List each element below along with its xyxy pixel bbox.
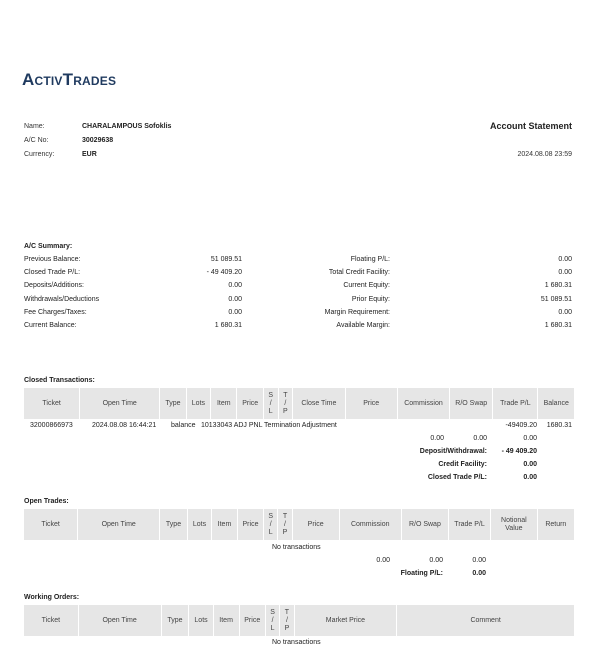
column-header: Price xyxy=(239,605,265,636)
column-header: Market Price xyxy=(294,605,397,636)
column-header: Open Time xyxy=(78,605,161,636)
closed-total-swap: 0.00 xyxy=(473,435,487,442)
credit-facility-value: 0.00 xyxy=(523,461,537,468)
closed-description: 10133043 ADJ PNL Termination Adjustment xyxy=(201,422,337,429)
summary-right-label: Total Credit Facility: xyxy=(328,269,390,276)
floating-pl-value: 0.00 xyxy=(472,570,486,577)
column-header: Trade P/L xyxy=(449,509,491,540)
closed-trade-pl: -49409.20 xyxy=(505,422,537,429)
open-total-trade-pl: 0.00 xyxy=(472,557,486,564)
column-header: Lots xyxy=(186,388,210,419)
deposit-value: - 49 409.20 xyxy=(501,448,537,455)
closed-balance: 1680.31 xyxy=(546,422,572,429)
closed-total-commission: 0.00 xyxy=(430,435,444,442)
open-trades-title: Open Trades: xyxy=(24,498,69,505)
open-empty: No transactions xyxy=(272,544,321,551)
credit-facility-label: Credit Facility: xyxy=(438,461,487,468)
summary-left-value: - 49 409.20 xyxy=(206,269,242,276)
closed-total-trade-pl: 0.00 xyxy=(523,435,537,442)
statement-date: 2024.08.08 23:59 xyxy=(517,151,572,158)
column-header: Type xyxy=(160,509,188,540)
summary-right-value: 51 089.51 xyxy=(540,296,572,303)
summary-right-value: 1 680.31 xyxy=(544,282,572,289)
column-header: Open Time xyxy=(80,388,160,419)
column-header: Balance xyxy=(538,388,574,419)
closed-transactions-header xyxy=(24,388,574,419)
logo-text: ActivTrades xyxy=(22,70,117,89)
summary-right-label: Prior Equity: xyxy=(351,296,390,303)
currency-label: Currency: xyxy=(24,151,55,158)
column-header: S / L xyxy=(264,509,278,540)
closed-open-time: 2024.08.08 16:44:21 xyxy=(92,422,157,429)
closed-type: balance xyxy=(171,422,196,429)
column-header: Price xyxy=(237,388,264,419)
column-header: Price xyxy=(237,509,263,540)
summary-left-value: 1 680.31 xyxy=(214,322,242,329)
column-header: Commission xyxy=(339,509,401,540)
column-header: S / L xyxy=(263,388,278,419)
column-header: Item xyxy=(212,509,238,540)
summary-left-value: 0.00 xyxy=(228,309,242,316)
activtrades-logo xyxy=(22,70,116,90)
summary-left-label: Withdrawals/Deductions xyxy=(24,296,100,303)
name-label: Name: xyxy=(24,123,45,130)
column-header: S / L xyxy=(265,605,279,636)
summary-right-label: Current Equity: xyxy=(343,282,390,289)
floating-pl-label: Floating P/L: xyxy=(400,570,443,577)
column-header: Ticket xyxy=(24,388,80,419)
column-header: Type xyxy=(161,605,189,636)
column-header: Trade P/L xyxy=(493,388,538,419)
open-trades-header xyxy=(24,509,574,540)
summary-title: A/C Summary: xyxy=(24,243,73,250)
column-header: Lots xyxy=(189,605,213,636)
column-header: T / P xyxy=(278,509,292,540)
summary-right-value: 1 680.31 xyxy=(544,322,572,329)
summary-left-label: Fee Charges/Taxes: xyxy=(24,309,87,316)
column-header: Item xyxy=(211,388,237,419)
column-header: R/O Swap xyxy=(401,509,448,540)
column-header: Ticket xyxy=(24,509,78,540)
summary-right-value: 0.00 xyxy=(558,309,572,316)
summary-right-value: 0.00 xyxy=(558,269,572,276)
name-value: CHARALAMPOUS Sofoklis xyxy=(82,123,172,130)
working-orders-title: Working Orders: xyxy=(24,594,80,601)
closed-transactions-title: Closed Transactions: xyxy=(24,377,95,384)
column-header: T / P xyxy=(278,388,293,419)
summary-left-value: 0.00 xyxy=(228,296,242,303)
column-header: T / P xyxy=(280,605,294,636)
currency-value: EUR xyxy=(82,151,97,158)
summary-right-label: Available Margin: xyxy=(336,322,390,329)
column-header: Commission xyxy=(397,388,449,419)
summary-left-value: 51 089.51 xyxy=(210,256,242,263)
open-total-swap: 0.00 xyxy=(429,557,443,564)
column-header: Close Time xyxy=(293,388,345,419)
column-header: Price xyxy=(292,509,339,540)
column-header: Price xyxy=(345,388,397,419)
summary-left-label: Previous Balance: xyxy=(24,256,81,263)
column-header: Item xyxy=(213,605,239,636)
column-header: Comment xyxy=(397,605,574,636)
account-value: 30029638 xyxy=(82,137,114,144)
summary-right-label: Floating P/L: xyxy=(350,256,390,263)
column-header: Open Time xyxy=(78,509,160,540)
summary-left-label: Current Balance: xyxy=(24,322,77,329)
column-header: Return xyxy=(537,509,574,540)
summary-left-label: Closed Trade P/L: xyxy=(24,269,81,276)
working-empty: No transactions xyxy=(272,639,321,646)
closed-trade-pl-label: Closed Trade P/L: xyxy=(427,474,487,481)
closed-ticket: 32000866973 xyxy=(30,422,73,429)
summary-right-label: Margin Requirement: xyxy=(324,309,390,316)
statement-title: Account Statement xyxy=(489,121,572,131)
column-header: Ticket xyxy=(24,605,78,636)
open-total-commission: 0.00 xyxy=(376,557,390,564)
column-header: R/O Swap xyxy=(450,388,493,419)
summary-left-label: Deposits/Additions: xyxy=(24,282,84,289)
column-header: Notional Value xyxy=(491,509,538,540)
working-orders-header xyxy=(24,605,574,636)
column-header: Type xyxy=(160,388,186,419)
column-header: Lots xyxy=(187,509,211,540)
summary-right-value: 0.00 xyxy=(558,256,572,263)
closed-trade-pl-value: 0.00 xyxy=(523,474,537,481)
summary-left-value: 0.00 xyxy=(228,282,242,289)
deposit-label: Deposit/Withdrawal: xyxy=(419,448,487,455)
account-label: A/C No: xyxy=(24,137,49,144)
